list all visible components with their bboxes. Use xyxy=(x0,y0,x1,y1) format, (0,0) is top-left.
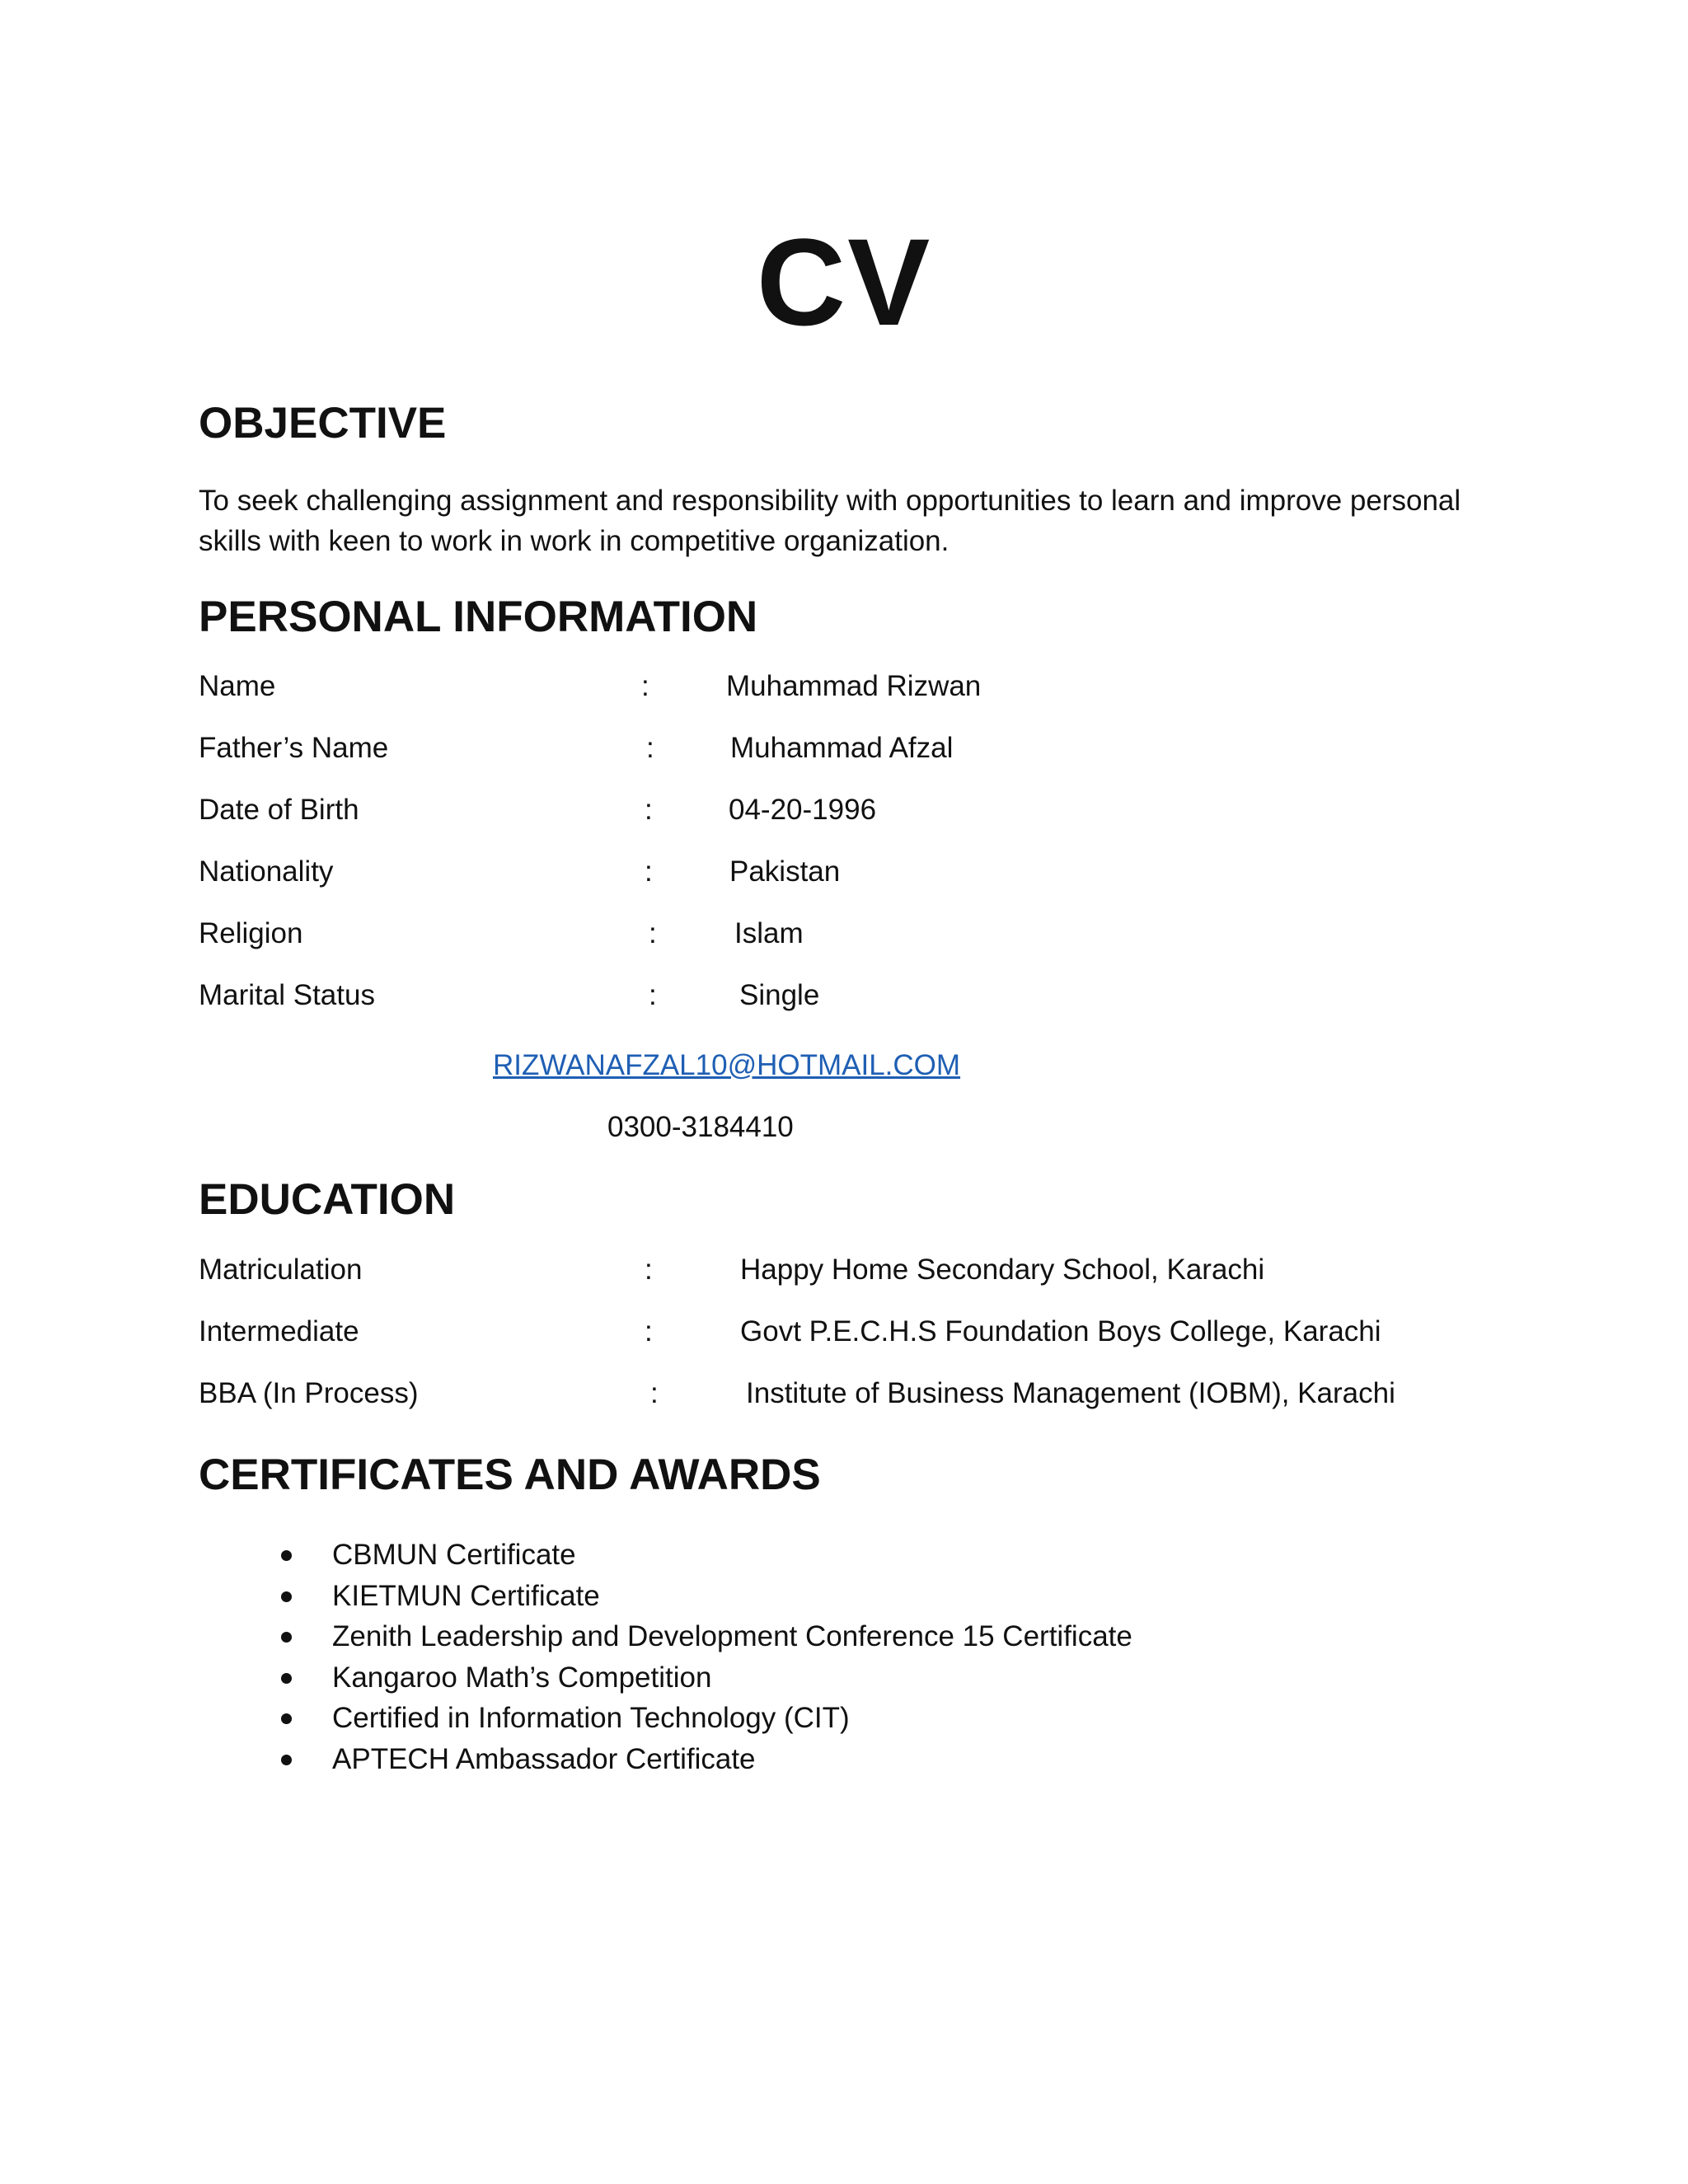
row-separator: : xyxy=(645,794,653,826)
bullet-icon xyxy=(281,1591,292,1602)
row-separator: : xyxy=(649,979,657,1011)
certificate-text: KIETMUN Certificate xyxy=(332,1579,600,1612)
row-label: Nationality xyxy=(199,855,334,888)
row-separator: : xyxy=(646,732,654,764)
phone-number: 0300-3184410 xyxy=(607,1111,794,1143)
bullet-icon xyxy=(281,1550,292,1561)
row-separator: : xyxy=(645,1254,653,1286)
row-value: 04-20-1996 xyxy=(729,794,877,826)
email-link[interactable]: RIZWANAFZAL10@HOTMAIL.COM xyxy=(493,1049,961,1081)
row-label: Intermediate xyxy=(199,1315,359,1347)
row-value: Pakistan xyxy=(729,855,841,888)
row-value: Islam xyxy=(734,917,804,949)
row-label: Matriculation xyxy=(199,1254,363,1286)
row-value: Muhammad Afzal xyxy=(730,732,954,764)
row-label: Name xyxy=(199,670,276,702)
row-separator: : xyxy=(641,670,649,702)
row-label: BBA (In Process) xyxy=(199,1377,419,1409)
bullet-icon xyxy=(281,1632,292,1643)
bullet-icon xyxy=(281,1755,292,1765)
objective-text: To seek challenging assignment and responsibility with opportunities to learn and improve personal skills with keen to work in work in competitive organization. xyxy=(199,485,1461,557)
bullet-icon xyxy=(281,1713,292,1724)
row-value: Govt P.E.C.H.S Foundation Boys College, Karachi xyxy=(740,1315,1381,1347)
certificate-text: Kangaroo Math’s Competition xyxy=(332,1661,712,1694)
objective-heading: OBJECTIVE xyxy=(199,399,447,448)
personal-information-heading: PERSONAL INFORMATION xyxy=(199,593,758,641)
certificate-text: APTECH Ambassador Certificate xyxy=(332,1742,756,1775)
bullet-icon xyxy=(281,1673,292,1684)
row-label: Religion xyxy=(199,917,303,949)
row-value: Muhammad Rizwan xyxy=(726,670,982,702)
row-label: Marital Status xyxy=(199,979,375,1011)
row-value: Happy Home Secondary School, Karachi xyxy=(740,1254,1265,1286)
education-heading: EDUCATION xyxy=(199,1175,456,1224)
row-value: Institute of Business Management (IOBM), Karachi xyxy=(746,1377,1395,1409)
row-value: Single xyxy=(739,979,820,1011)
certificate-text: CBMUN Certificate xyxy=(332,1539,576,1571)
row-separator: : xyxy=(649,917,657,949)
row-separator: : xyxy=(645,855,653,888)
row-label: Date of Birth xyxy=(199,794,359,826)
row-label: Father’s Name xyxy=(199,732,389,764)
document-title: CV xyxy=(756,213,932,351)
row-separator: : xyxy=(645,1315,653,1347)
row-separator: : xyxy=(650,1377,659,1409)
certificate-text: Zenith Leadership and Development Conference 15 Certificate xyxy=(332,1620,1132,1653)
certificate-text: Certified in Information Technology (CIT) xyxy=(332,1702,850,1735)
certificates-heading: CERTIFICATES AND AWARDS xyxy=(199,1451,821,1499)
